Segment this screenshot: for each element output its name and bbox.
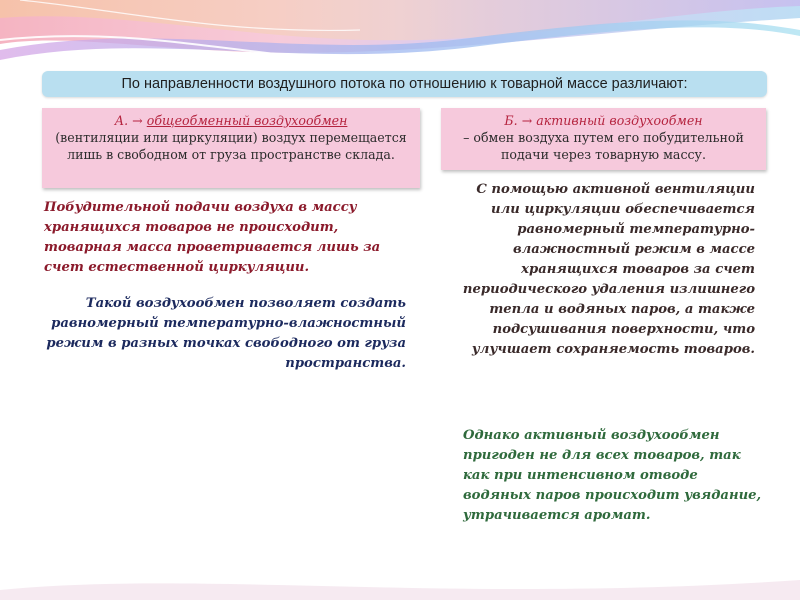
box-b-label: Б. xyxy=(504,113,518,128)
box-general-air-exchange xyxy=(42,108,420,188)
intro-banner xyxy=(42,71,767,97)
box-b-body: – обмен воздуха путем его побудительной подачи через товарную массу. xyxy=(463,130,744,162)
arrow-right-icon: → xyxy=(132,113,143,128)
decorative-wave-footer xyxy=(0,560,800,600)
box-active-air-exchange xyxy=(441,108,766,170)
box-b-title-line xyxy=(441,112,766,129)
arrow-right-icon: → xyxy=(521,113,533,128)
box-a-title: общеобменный воздухообмен xyxy=(146,113,348,128)
box-b-title: активный воздухообмен xyxy=(536,113,703,128)
right-paragraph-active-ventilation: С помощью активной вентиляции или циркуляции обеспечивается равномерный температурно-влажностный режим в массе хранящихся товаров за счет периодического удаления излишнего тепла и водяных паров, а также подсушивания поверхности, что улучшает сохраняемость товаров. xyxy=(462,182,755,357)
right-paragraph-limitations: Однако активный воздухообмен пригоден не для всех товаров, так как при интенсивном отводе водяных паров происходит увядание, утрачивается аромат. xyxy=(463,428,762,523)
box-a-body: (вентиляции или циркуляции) воздух перемещается лишь в свободном от груза пространстве склада. xyxy=(55,130,407,162)
left-paragraph-uniform-regime: Такой воздухообмен позволяет создать равномерный температурно-влажностный режим в разных точках свободного от груза пространства. xyxy=(46,296,406,371)
left-paragraph-natural-circulation: Побудительной подачи воздуха в массу хранящихся товаров не происходит, товарная масса проветривается лишь за счет естественной циркуляции. xyxy=(44,200,381,275)
box-a-label: А. xyxy=(114,113,129,128)
box-a-title-line xyxy=(42,112,420,129)
banner-text: По направленности воздушного потока по отношению к товарной массе различают: xyxy=(121,76,688,92)
